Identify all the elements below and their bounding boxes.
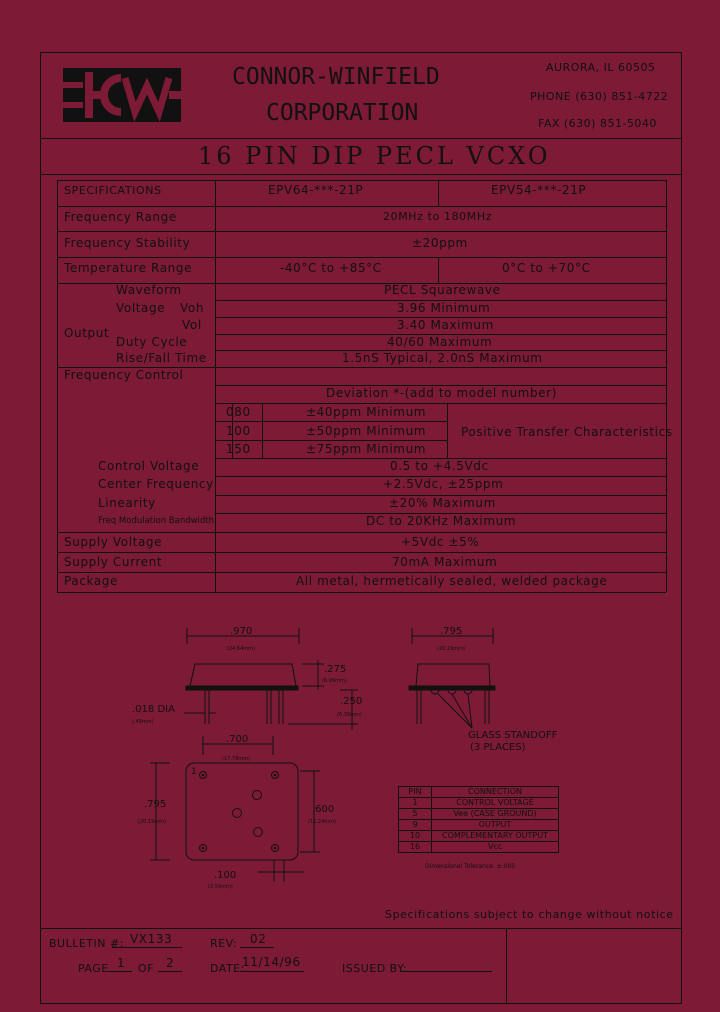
company-phone: PHONE (630) 851-4722 bbox=[530, 90, 669, 103]
dim-250: .250 bbox=[340, 696, 363, 707]
glass-standoff-places: (3 PLACES) bbox=[470, 742, 526, 753]
freq-stability-value: ±20ppm bbox=[412, 236, 468, 250]
pin-connection: CONTROL VOLTAGE bbox=[432, 798, 559, 809]
deviation-label: Deviation *-(add to model number) bbox=[326, 386, 557, 400]
page-total-underline bbox=[158, 971, 182, 972]
temp-range-b: 0°C to +70°C bbox=[502, 261, 591, 275]
voh-label: Voh bbox=[180, 301, 205, 315]
dim-795-side-mm: (20.19mm) bbox=[138, 819, 166, 825]
package-value: All metal, hermetically sealed, welded package bbox=[296, 574, 608, 588]
freq-stability-label: Frequency Stability bbox=[64, 236, 191, 250]
dim-700-mm: (17.78mm) bbox=[222, 756, 250, 762]
rev-value: 02 bbox=[250, 932, 267, 946]
spec-change-notice: Specifications subject to change without notice bbox=[385, 908, 674, 921]
pin-number: 16 bbox=[399, 842, 432, 853]
pin-diameter: .018 DIA bbox=[132, 704, 175, 715]
company-fax: FAX (630) 851-5040 bbox=[538, 117, 657, 130]
issued-by-underline bbox=[400, 971, 492, 972]
dev-value-150: ±75ppm Minimum bbox=[306, 442, 427, 456]
bulletin-number: VX133 bbox=[130, 932, 173, 946]
dim-795-top-mm: (20.19mm) bbox=[437, 646, 465, 652]
glass-standoff-label: GLASS STANDOFF bbox=[468, 730, 558, 741]
dim-600: .600 bbox=[312, 804, 335, 815]
page-number: 1 bbox=[117, 956, 126, 970]
dim-275: .275 bbox=[324, 664, 347, 675]
supply-voltage-label: Supply Voltage bbox=[64, 535, 163, 549]
dev-code-080: 080 bbox=[226, 405, 251, 419]
table-row bbox=[399, 820, 559, 831]
waveform-value: PECL Squarewave bbox=[384, 283, 501, 297]
pin-connection: Vcc bbox=[432, 842, 559, 853]
table-row bbox=[399, 831, 559, 842]
temp-range-a: -40°C to +85°C bbox=[280, 261, 382, 275]
control-voltage-label: Control Voltage bbox=[98, 459, 200, 473]
dim-250-mm: (6.35mm) bbox=[337, 712, 362, 718]
vol-label: Vol bbox=[182, 318, 202, 332]
bulletin-underline bbox=[112, 947, 182, 948]
fm-bandwidth-label: Freq Modulation Bandwidth bbox=[98, 516, 215, 526]
page-title: 16 PIN DIP PECL VCXO bbox=[198, 142, 551, 170]
company-name-line1: CONNOR-WINFIELD bbox=[232, 64, 440, 90]
rev-underline bbox=[240, 947, 274, 948]
dev-code-100: 100 bbox=[226, 424, 251, 438]
dim-600-mm: (15.24mm) bbox=[308, 819, 336, 825]
company-name-line2: CORPORATION bbox=[266, 100, 419, 126]
output-label: Output bbox=[64, 326, 110, 340]
date-underline bbox=[240, 971, 304, 972]
dim-700: .700 bbox=[226, 734, 249, 745]
linearity-label: Linearity bbox=[98, 496, 156, 510]
title-divider bbox=[40, 174, 682, 175]
mechanical-drawing bbox=[100, 620, 600, 900]
date-value: 11/14/96 bbox=[242, 955, 301, 969]
dev-value-080: ±40ppm Minimum bbox=[306, 405, 427, 419]
dev-code-150: 150 bbox=[226, 442, 251, 456]
model-b: EPV54-***-21P bbox=[491, 183, 587, 197]
header-divider bbox=[40, 138, 682, 139]
package-label: Package bbox=[64, 574, 118, 588]
supply-current-value: 70mA Maximum bbox=[392, 555, 498, 569]
dim-970: .970 bbox=[230, 626, 253, 637]
rev-label: REV: bbox=[210, 937, 237, 950]
table-row bbox=[399, 809, 559, 820]
bulletin-label: BULLETIN #: bbox=[49, 937, 124, 950]
supply-voltage-value: +5Vdc ±5% bbox=[401, 535, 480, 549]
page-underline bbox=[108, 971, 132, 972]
pin-diameter-mm: (.46mm) bbox=[132, 719, 154, 725]
page-label: PAGE bbox=[78, 962, 109, 975]
company-logo bbox=[63, 68, 181, 122]
dim-100: .100 bbox=[214, 870, 237, 881]
dimensional-tolerance: Dimensional Tolerance: ±.005 bbox=[425, 863, 516, 870]
freq-range-value: 20MHz to 180MHz bbox=[383, 210, 493, 223]
freq-range-label: Frequency Range bbox=[64, 210, 177, 224]
pin1-marker: 1 bbox=[191, 767, 197, 777]
supply-current-label: Supply Current bbox=[64, 555, 163, 569]
footer-divider bbox=[40, 928, 682, 929]
dev-value-100: ±50ppm Minimum bbox=[306, 424, 427, 438]
page-total: 2 bbox=[166, 956, 175, 970]
rise-label: Rise/Fall Time bbox=[116, 351, 207, 365]
control-voltage-value: 0.5 to +4.5Vdc bbox=[390, 459, 489, 473]
duty-value: 40/60 Maximum bbox=[387, 335, 493, 349]
dim-795-top: .795 bbox=[440, 626, 463, 637]
duty-label: Duty Cycle bbox=[116, 335, 188, 349]
spec-heading: SPECIFICATIONS bbox=[64, 184, 162, 197]
dim-970-mm: (24.64mm) bbox=[227, 646, 255, 652]
dim-795-side: .795 bbox=[144, 799, 167, 810]
table-row bbox=[399, 798, 559, 809]
waveform-label: Waveform bbox=[116, 283, 182, 297]
pin-connection: Vee (CASE GROUND) bbox=[432, 809, 559, 820]
date-label: DATE: bbox=[210, 962, 245, 975]
center-freq-label: Center Frequency bbox=[98, 477, 214, 491]
pin-number: 1 bbox=[399, 798, 432, 809]
pin-number: 9 bbox=[399, 820, 432, 831]
model-a: EPV64-***-21P bbox=[268, 183, 364, 197]
connection-header: CONNECTION bbox=[432, 787, 559, 798]
table-row bbox=[399, 842, 559, 853]
pin-connection: OUTPUT bbox=[432, 820, 559, 831]
temp-range-label: Temperature Range bbox=[64, 261, 193, 275]
vol-value: 3.40 Maximum bbox=[397, 318, 494, 332]
pin-number: 5 bbox=[399, 809, 432, 820]
pin-number: 10 bbox=[399, 831, 432, 842]
linearity-value: ±20% Maximum bbox=[389, 496, 496, 510]
dim-275-mm: (6.99mm) bbox=[322, 678, 347, 684]
of-label: OF bbox=[138, 962, 154, 975]
company-address: AURORA, IL 60505 bbox=[546, 61, 656, 74]
rise-value: 1.5nS Typical, 2.0nS Maximum bbox=[342, 351, 543, 365]
dim-100-mm: (2.54mm) bbox=[208, 884, 233, 890]
voh-value: 3.96 Minimum bbox=[397, 301, 491, 315]
pin-header: PIN bbox=[399, 787, 432, 798]
issued-by-label: ISSUED BY: bbox=[342, 962, 408, 975]
fm-bandwidth-value: DC to 20KHz Maximum bbox=[366, 514, 517, 528]
pin-connection: COMPLEMENTARY OUTPUT bbox=[432, 831, 559, 842]
freq-control-label: Frequency Control bbox=[64, 368, 184, 382]
transfer-characteristics: Positive Transfer Characteristics bbox=[461, 425, 673, 439]
pin-table bbox=[398, 786, 559, 853]
footer-divider-vertical bbox=[506, 928, 507, 1004]
voltage-label: Voltage bbox=[116, 301, 166, 315]
center-freq-value: +2.5Vdc, ±25ppm bbox=[383, 477, 504, 491]
